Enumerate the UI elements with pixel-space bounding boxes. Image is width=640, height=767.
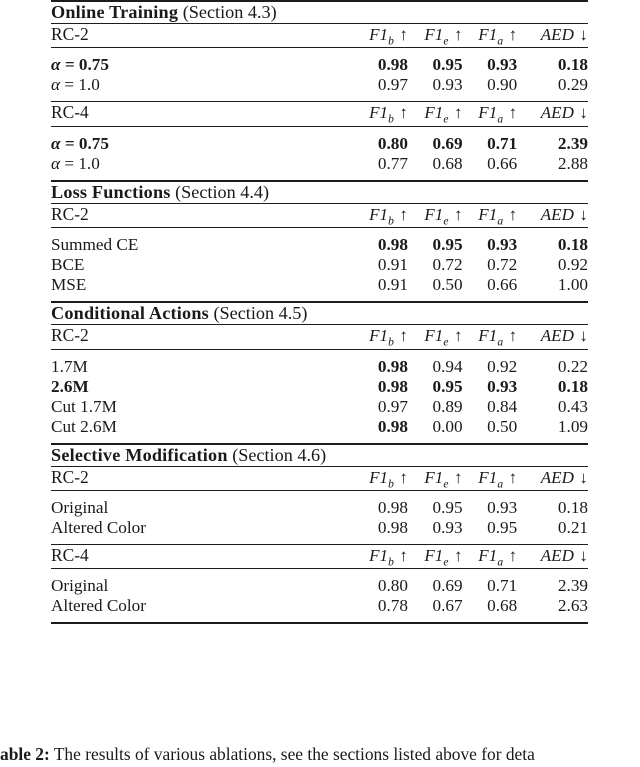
cell-f1a: 0.71	[487, 133, 518, 153]
column-header-f1e: $F1_e$ ↑	[424, 103, 463, 126]
table-row	[51, 397, 588, 417]
cell-f1e: 0.95	[432, 497, 463, 517]
cell-f1a: 0.66	[487, 153, 518, 173]
cell-f1e: 0.69	[432, 133, 463, 153]
cell-f1e: 0.72	[432, 255, 463, 275]
cell-f1e: 0.95	[432, 55, 463, 75]
cell-aed: 1.00	[557, 275, 588, 295]
section-title: Loss Functions	[51, 181, 171, 202]
section-header-cell	[51, 445, 588, 467]
cell-aed: 1.09	[557, 416, 588, 436]
metrics-header-row	[51, 545, 588, 569]
column-header-f1e: $F1_e$ ↑	[424, 326, 463, 349]
cell-f1b: 0.97	[377, 75, 408, 95]
cell-f1b: 0.97	[377, 396, 408, 416]
section-title: Selective Modification	[51, 444, 228, 465]
row-label: Cut 1.7M	[51, 396, 117, 416]
row-label: Original	[51, 576, 109, 596]
column-header-f1a: $F1_a$ ↑	[478, 326, 518, 349]
cell-f1a: 0.93	[487, 55, 518, 75]
row-label: α = 1.0	[51, 75, 100, 95]
table-row	[51, 417, 588, 444]
section-header-cell	[51, 2, 588, 24]
column-header-f1b: $F1_b$ ↑	[369, 545, 408, 569]
model-label: RC-4	[51, 102, 89, 123]
model-label: RC-2	[51, 325, 89, 346]
cell-f1b: 0.98	[377, 517, 408, 537]
cell-aed: 2.39	[557, 576, 588, 596]
section-reference: (Section 4.3)	[178, 2, 277, 22]
row-label: BCE	[51, 255, 85, 275]
table-row	[51, 596, 588, 623]
metrics-header-row	[51, 467, 588, 491]
cell-f1a: 0.68	[487, 596, 518, 616]
section-header-cell	[51, 182, 588, 204]
cell-f1b: 0.77	[377, 153, 408, 173]
caption-text: The results of various ablations, see the sections listed above for deta	[53, 744, 535, 764]
column-header-aed: AED ↓	[540, 103, 588, 123]
section-title: Conditional Actions	[51, 303, 209, 324]
table-row	[51, 518, 588, 545]
cell-f1b: 0.98	[377, 235, 408, 255]
table-row	[51, 75, 588, 102]
cell-f1a: 0.90	[487, 75, 518, 95]
cell-f1b: 0.98	[377, 55, 408, 75]
cell-f1a: 0.92	[487, 356, 518, 376]
metrics-header-row	[51, 204, 588, 228]
cell-aed: 2.88	[557, 153, 588, 173]
cell-f1e: 0.67	[432, 596, 463, 616]
cell-f1a: 0.72	[487, 255, 518, 275]
column-header-f1e: $F1_e$ ↑	[424, 25, 463, 48]
cell-f1a: 0.93	[487, 235, 518, 255]
cell-f1a: 0.84	[487, 396, 518, 416]
section-reference: (Section 4.4)	[170, 181, 270, 202]
cell-aed: 0.22	[557, 356, 588, 376]
row-label: Altered Color	[51, 517, 146, 537]
row-label: 1.7M	[51, 356, 88, 376]
table-row	[51, 154, 588, 181]
column-header-f1a: $F1_a$ ↑	[478, 25, 518, 48]
cell-aed: 0.18	[557, 235, 588, 255]
cell-f1a: 0.93	[487, 497, 518, 517]
row-label: α = 1.0	[51, 153, 100, 173]
cell-f1e: 0.95	[432, 235, 463, 255]
column-header-f1e: $F1_e$ ↑	[424, 467, 463, 490]
cell-f1b: 0.98	[377, 376, 408, 396]
cell-f1e: 0.93	[432, 517, 463, 537]
row-label: Summed CE	[51, 235, 139, 255]
column-header-f1a: $F1_a$ ↑	[478, 545, 518, 569]
metrics-header-row	[51, 24, 588, 48]
model-label: RC-2	[51, 203, 89, 224]
column-header-aed: AED ↓	[540, 467, 588, 487]
cell-f1e: 0.93	[432, 75, 463, 95]
section-header-row	[51, 2, 588, 24]
ablation-table-container	[51, 0, 588, 624]
section-header-row	[51, 182, 588, 204]
column-header-f1b: $F1_b$ ↑	[369, 103, 408, 126]
cell-f1b: 0.80	[377, 576, 408, 596]
cell-f1b: 0.91	[377, 275, 408, 295]
cell-f1e: 0.95	[432, 376, 463, 396]
cell-f1b: 0.80	[377, 133, 408, 153]
column-header-aed: AED ↓	[540, 326, 588, 346]
section-header-row	[51, 445, 588, 467]
row-label: Original	[51, 497, 109, 517]
table-caption	[0, 744, 640, 766]
column-header-f1a: $F1_a$ ↑	[478, 204, 518, 228]
table-row	[51, 491, 588, 518]
section-header-cell	[51, 303, 588, 325]
caption-label: able 2:	[0, 744, 50, 764]
cell-aed: 0.18	[557, 376, 588, 396]
row-label: α = 0.75	[51, 55, 109, 75]
cell-f1a: 0.95	[487, 517, 518, 537]
cell-aed: 2.39	[557, 133, 588, 153]
cell-aed: 0.18	[557, 55, 588, 75]
column-header-aed: AED ↓	[540, 545, 588, 565]
column-header-aed: AED ↓	[540, 204, 588, 224]
cell-f1e: 0.00	[432, 416, 463, 436]
column-header-f1e: $F1_e$ ↑	[424, 204, 463, 228]
model-label: RC-4	[51, 544, 89, 565]
table-bottom-rule	[51, 623, 588, 624]
section-reference: (Section 4.5)	[208, 303, 308, 324]
table-row	[51, 350, 588, 377]
column-header-f1b: $F1_b$ ↑	[369, 467, 408, 490]
row-label: α = 0.75	[51, 133, 109, 153]
cell-aed: 0.18	[557, 497, 588, 517]
cell-f1e: 0.89	[432, 396, 463, 416]
row-label: Altered Color	[51, 596, 146, 616]
row-label: MSE	[51, 275, 87, 295]
table-row	[51, 569, 588, 596]
cell-aed: 0.21	[557, 517, 588, 537]
cell-f1b: 0.98	[377, 416, 408, 436]
table-row	[51, 255, 588, 275]
metrics-header-row	[51, 325, 588, 349]
ablation-results-table	[51, 0, 588, 624]
table-row	[51, 48, 588, 75]
model-label: RC-2	[51, 24, 89, 44]
cell-f1a: 0.50	[487, 416, 518, 436]
section-reference: (Section 4.6)	[227, 444, 327, 465]
cell-f1a: 0.71	[487, 576, 518, 596]
cell-aed: 0.43	[557, 396, 588, 416]
column-header-f1a: $F1_a$ ↑	[478, 467, 518, 490]
cell-f1b: 0.78	[377, 596, 408, 616]
column-header-f1b: $F1_b$ ↑	[369, 326, 408, 349]
cell-f1b: 0.98	[377, 497, 408, 517]
model-label: RC-2	[51, 466, 89, 487]
cell-aed: 0.92	[557, 255, 588, 275]
cell-f1e: 0.69	[432, 576, 463, 596]
row-label: 2.6M	[51, 376, 89, 396]
metrics-header-row	[51, 102, 588, 126]
table-row	[51, 228, 588, 255]
cell-f1a: 0.66	[487, 275, 518, 295]
section-header-row	[51, 303, 588, 325]
cell-f1b: 0.91	[377, 255, 408, 275]
cell-f1e: 0.50	[432, 275, 463, 295]
section-title: Online Training	[51, 2, 179, 22]
table-row	[51, 127, 588, 154]
column-header-f1e: $F1_e$ ↑	[424, 545, 463, 569]
cell-f1e: 0.94	[432, 356, 463, 376]
cell-f1b: 0.98	[377, 356, 408, 376]
cell-f1e: 0.68	[432, 153, 463, 173]
column-header-f1a: $F1_a$ ↑	[478, 103, 518, 126]
table-row	[51, 275, 588, 302]
column-header-f1b: $F1_b$ ↑	[369, 25, 408, 48]
table-row	[51, 377, 588, 397]
rule-line	[51, 623, 588, 624]
column-header-f1b: $F1_b$ ↑	[369, 204, 408, 228]
cell-aed: 0.29	[557, 75, 588, 95]
cell-aed: 2.63	[557, 596, 588, 616]
column-header-aed: AED ↓	[540, 25, 588, 44]
row-label: Cut 2.6M	[51, 416, 117, 436]
cell-f1a: 0.93	[487, 376, 518, 396]
